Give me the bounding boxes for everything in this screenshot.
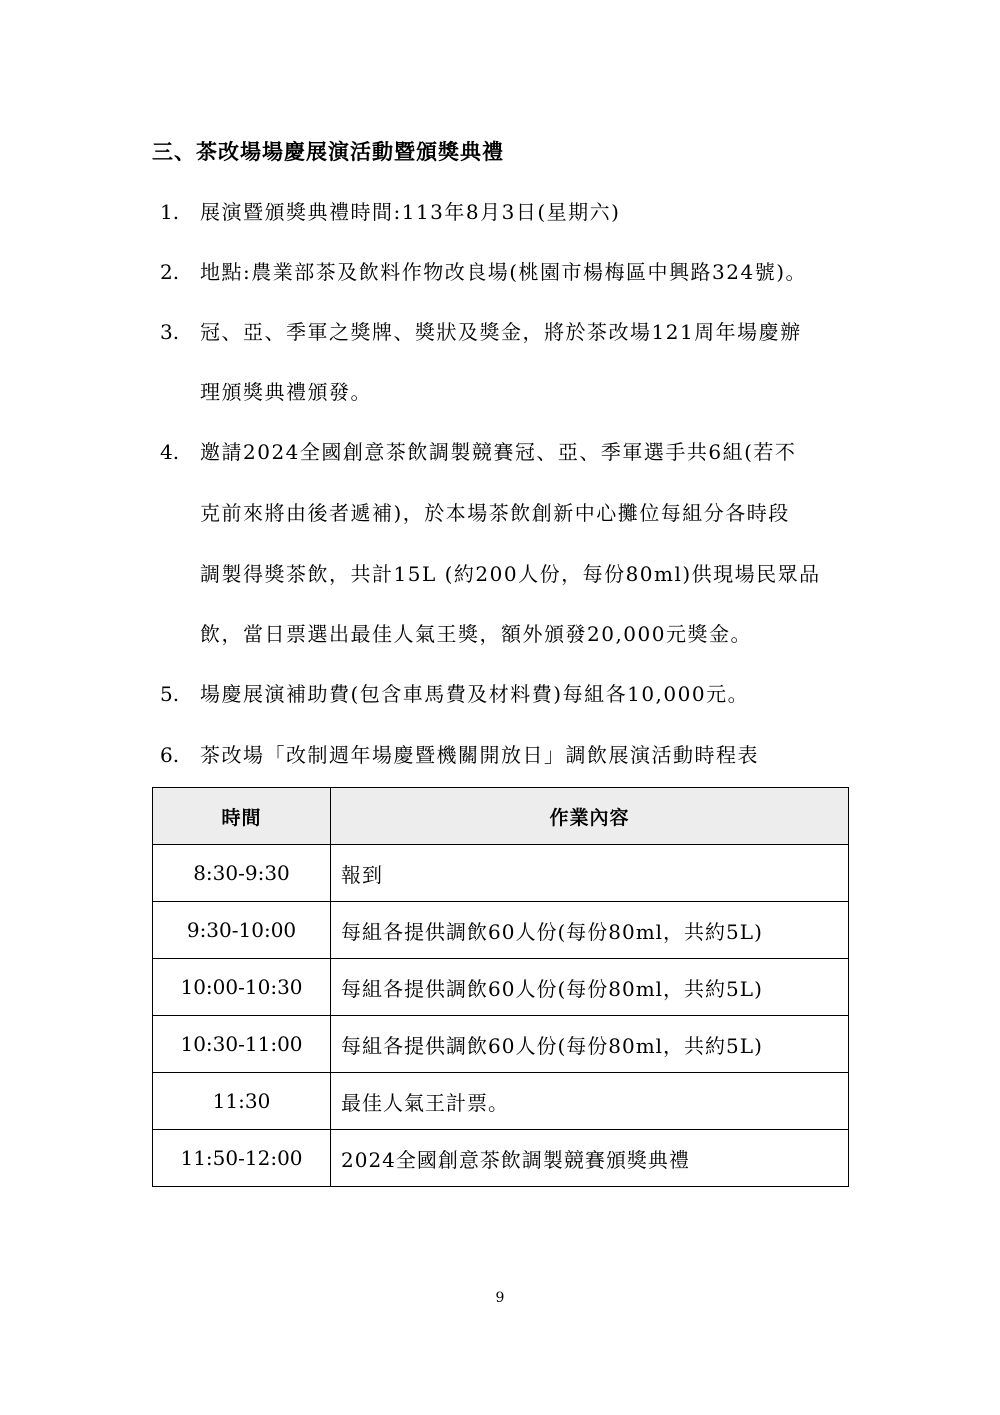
table-row (153, 1073, 849, 1130)
cell-content: 最佳人氣王計票。 (331, 1073, 849, 1130)
cell-content: 2024全國創意茶飲調製競賽頒獎典禮 (331, 1130, 849, 1187)
cell-time: 9:30-10:00 (153, 902, 331, 959)
item-text: 地點:農業部茶及飲料作物改良場(桃園市楊梅區中興路324號)。 (200, 260, 808, 284)
item-number: 5. (160, 682, 180, 706)
item-text: 理頒獎典禮頒發。 (200, 380, 372, 404)
item-number: 3. (160, 320, 180, 344)
table-row (153, 1130, 849, 1187)
header-content: 作業內容 (331, 788, 849, 845)
header-time: 時間 (153, 788, 331, 845)
cell-content: 每組各提供調飲60人份(每份80ml，共約5L) (331, 959, 849, 1016)
table-header-row (153, 788, 849, 845)
item-text: 邀請2024全國創意茶飲調製競賽冠、亞、季軍選手共6組(若不 (200, 440, 797, 464)
section-heading: 三、茶改場場慶展演活動暨頒獎典禮 (152, 140, 504, 164)
item-text: 飲，當日票選出最佳人氣王獎，額外頒發20,000元獎金。 (200, 622, 752, 646)
table-row (153, 1016, 849, 1073)
table-row (153, 845, 849, 902)
cell-content: 每組各提供調飲60人份(每份80ml，共約5L) (331, 1016, 849, 1073)
item-text: 展演暨頒獎典禮時間:113年8月3日(星期六) (200, 200, 621, 224)
table-row (153, 959, 849, 1016)
page-number: 9 (495, 1290, 505, 1306)
cell-time: 11:50-12:00 (153, 1130, 331, 1187)
cell-content: 每組各提供調飲60人份(每份80ml，共約5L) (331, 902, 849, 959)
item-number: 2. (160, 260, 180, 284)
item-text: 場慶展演補助費(包含車馬費及材料費)每組各10,000元。 (200, 682, 750, 706)
item-text: 調製得獎茶飲，共計15L (約200人份，每份80ml)供現場民眾品 (200, 562, 821, 586)
schedule-table (152, 787, 849, 1187)
item-number: 6. (160, 743, 180, 767)
table-row (153, 902, 849, 959)
item-text: 茶改場「改制週年場慶暨機關開放日」調飲展演活動時程表 (200, 743, 759, 767)
cell-content: 報到 (331, 845, 849, 902)
cell-time: 10:30-11:00 (153, 1016, 331, 1073)
cell-time: 11:30 (153, 1073, 331, 1130)
item-number: 4. (160, 440, 180, 464)
cell-time: 10:00-10:30 (153, 959, 331, 1016)
item-text: 冠、亞、季軍之獎牌、獎狀及獎金，將於茶改場121周年場慶辦 (200, 320, 802, 344)
cell-time: 8:30-9:30 (153, 845, 331, 902)
item-text: 克前來將由後者遞補)，於本場茶飲創新中心攤位每組分各時段 (200, 501, 790, 525)
item-number: 1. (160, 200, 180, 224)
